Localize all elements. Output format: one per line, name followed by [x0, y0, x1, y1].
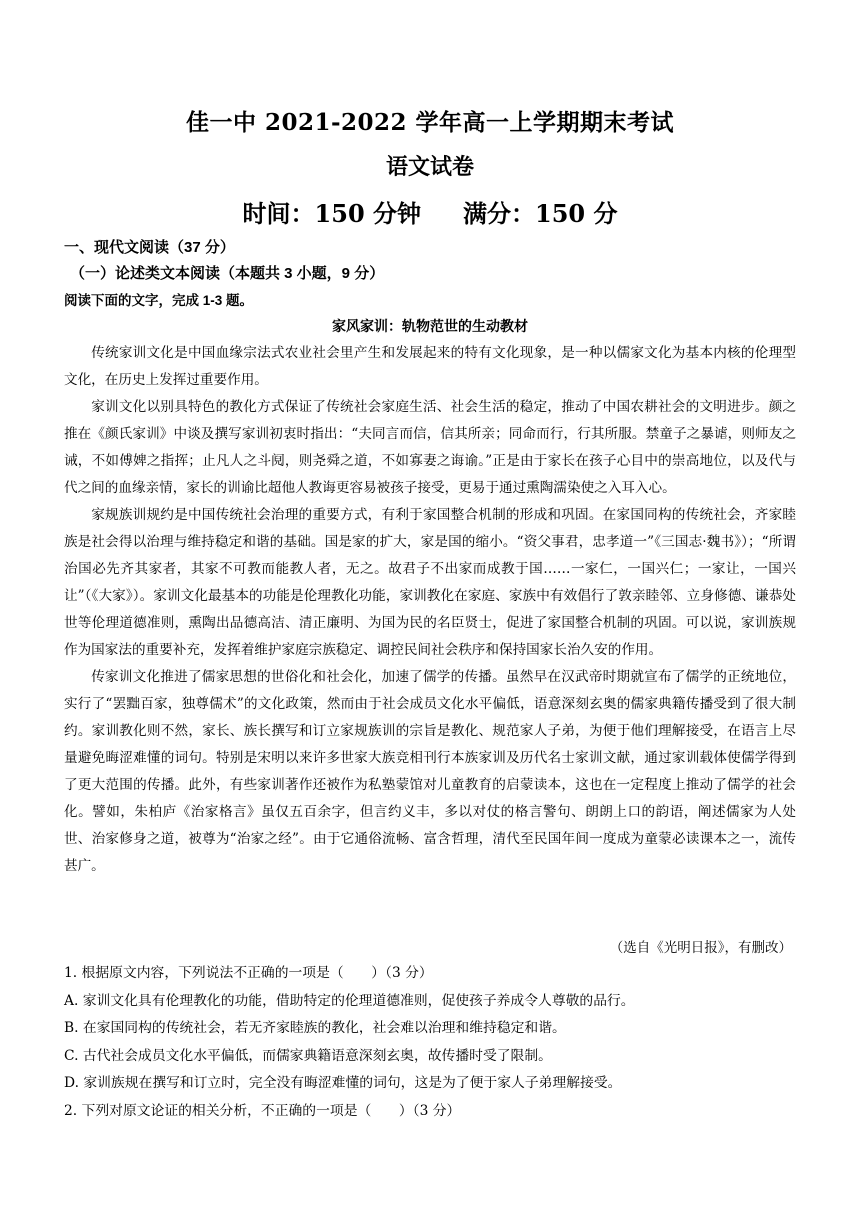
- reading-instruction: 阅读下面的文字，完成 1-3 题。: [64, 293, 254, 308]
- subsection-heading: （一）论述类文本阅读（本题共 3 小题，9 分）: [70, 265, 385, 282]
- question-stem: 2. 下列对原文论证的相关分析，不正确的一项是（ ）（3 分）: [64, 1102, 461, 1119]
- subject-title: 语文试卷: [385, 154, 474, 180]
- option-b: B. 在家国同构的传统社会，若无齐家睦族的教化，社会难以治理和维持稳定和谐。: [64, 1020, 566, 1037]
- score-label: 满分：150 分: [463, 199, 618, 228]
- question-list: [64, 960, 796, 1126]
- question-stem: 1. 根据原文内容，下列说法不正确的一项是（ ）（3 分）: [64, 965, 433, 981]
- section-heading: 一、现代文阅读（37 分）: [64, 239, 235, 256]
- paragraph: 家规族训规约是中国传统社会治理的重要方式，有利于家国整合机制的形成和巩固。在家国同构的传统社会，齐家睦族是社会得以治理与维持稳定和谐的基础。国是家的扩大，家是国的缩小。“资父事君，忠孝道一”《三国志·魏书》）；“所谓治国必先齐其家者，其家不可教而能教人者，无之。故君子不出家而成教于国……一家仁，一国兴仁；一家让，一国兴让”（《大家》）。家训文化最基本的功能是伦理教化功能，家训教化在家庭、家族中有效倡行了敦亲睦邻、立身修德、谦恭处世等伦理道德准则，熏陶出品德高洁、清正廉明、为国为民的名臣贤士，促进了家国整合机制的巩固。可以说，家训族规作为国家法的重要补充，发挥着维护家庭宗族稳定、调控民间社会秩序和保持国家长治久安的作用。: [64, 507, 796, 658]
- exam-time-score: [0, 194, 860, 229]
- article-body: [64, 340, 796, 880]
- article-source: （选自《光明日报》，有删改）: [609, 940, 792, 956]
- paragraph: 传统家训文化是中国血缘宗法式农业社会里产生和发展起来的特有文化现象，是一种以儒家文化为基本内核的伦理型文化，在历史上发挥过重要作用。: [64, 345, 796, 388]
- option-a: A. 家训文化具有伦理教化的功能，借助特定的伦理道德准则，促使孩子养成令人尊敬的品行。: [64, 992, 635, 1009]
- article-title: 家风家训：轨物范世的生动教材: [332, 318, 528, 334]
- paragraph: 传家训文化推进了儒家思想的世俗化和社会化，加速了儒学的传播。虽然早在汉武帝时期就宣布了儒学的正统地位，实行了“罢黜百家，独尊儒术”的文化政策，然而由于社会成员文化水平偏低，语意深刻玄奥的儒家典籍传播受到了很大制约。家训教化则不然，家长、族长撰写和订立家规族训的宗旨是教化、规范家人子弟，为便于他们理解接受，在语言上尽量避免晦涩难懂的词句。特别是宋明以来许多世家大族竞相刊行本族家训及历代名士家训文献，通过家训载体使儒学得到了更大范围的传播。此外，有些家训著作还被作为私塾蒙馆对儿童教育的启蒙读本，这也在一定程度上推动了儒学的社会化。譬如，朱柏庐《治家格言》虽仅五百余字，但言约义丰，多以对仗的格言警句、朗朗上口的韵语，阐述儒家为人处世、治家修身之道，被尊为“治家之经”。由于它通俗流畅、富含哲理，清代至民国年间一度成为童蒙必读课本之一，流传甚广。: [64, 669, 796, 874]
- paragraph: 家训文化以别具特色的教化方式保证了传统社会家庭生活、社会生活的稳定，推动了中国农耕社会的文明进步。颜之推在《颜氏家训》中谈及撰写家训初衷时指出：“夫同言而信，信其所亲；同命而行，行其所服。禁童子之暴谑，则师友之诫，不如傅婢之指挥；止凡人之斗阋，则尧舜之道，不如寡妻之诲谕。”正是由于家长在孩子心目中的崇高地位，以及代与代之间的血缘亲情，家长的训谕比超他人教诲更容易被孩子接受，更易于通过熏陶濡染使之入耳入心。: [64, 399, 796, 496]
- time-label: 时间：150 分钟: [242, 199, 421, 228]
- exam-title: 佳一中 2021-2022 学年高一上学期期末考试: [185, 109, 675, 136]
- option-d: D. 家训族规在撰写和订立时，完全没有晦涩难懂的词句，这是为了便于家人子弟理解接受。: [64, 1075, 622, 1092]
- option-c: C. 古代社会成员文化水平偏低，而儒家典籍语意深刻玄奥，故传播时受了限制。: [64, 1047, 552, 1064]
